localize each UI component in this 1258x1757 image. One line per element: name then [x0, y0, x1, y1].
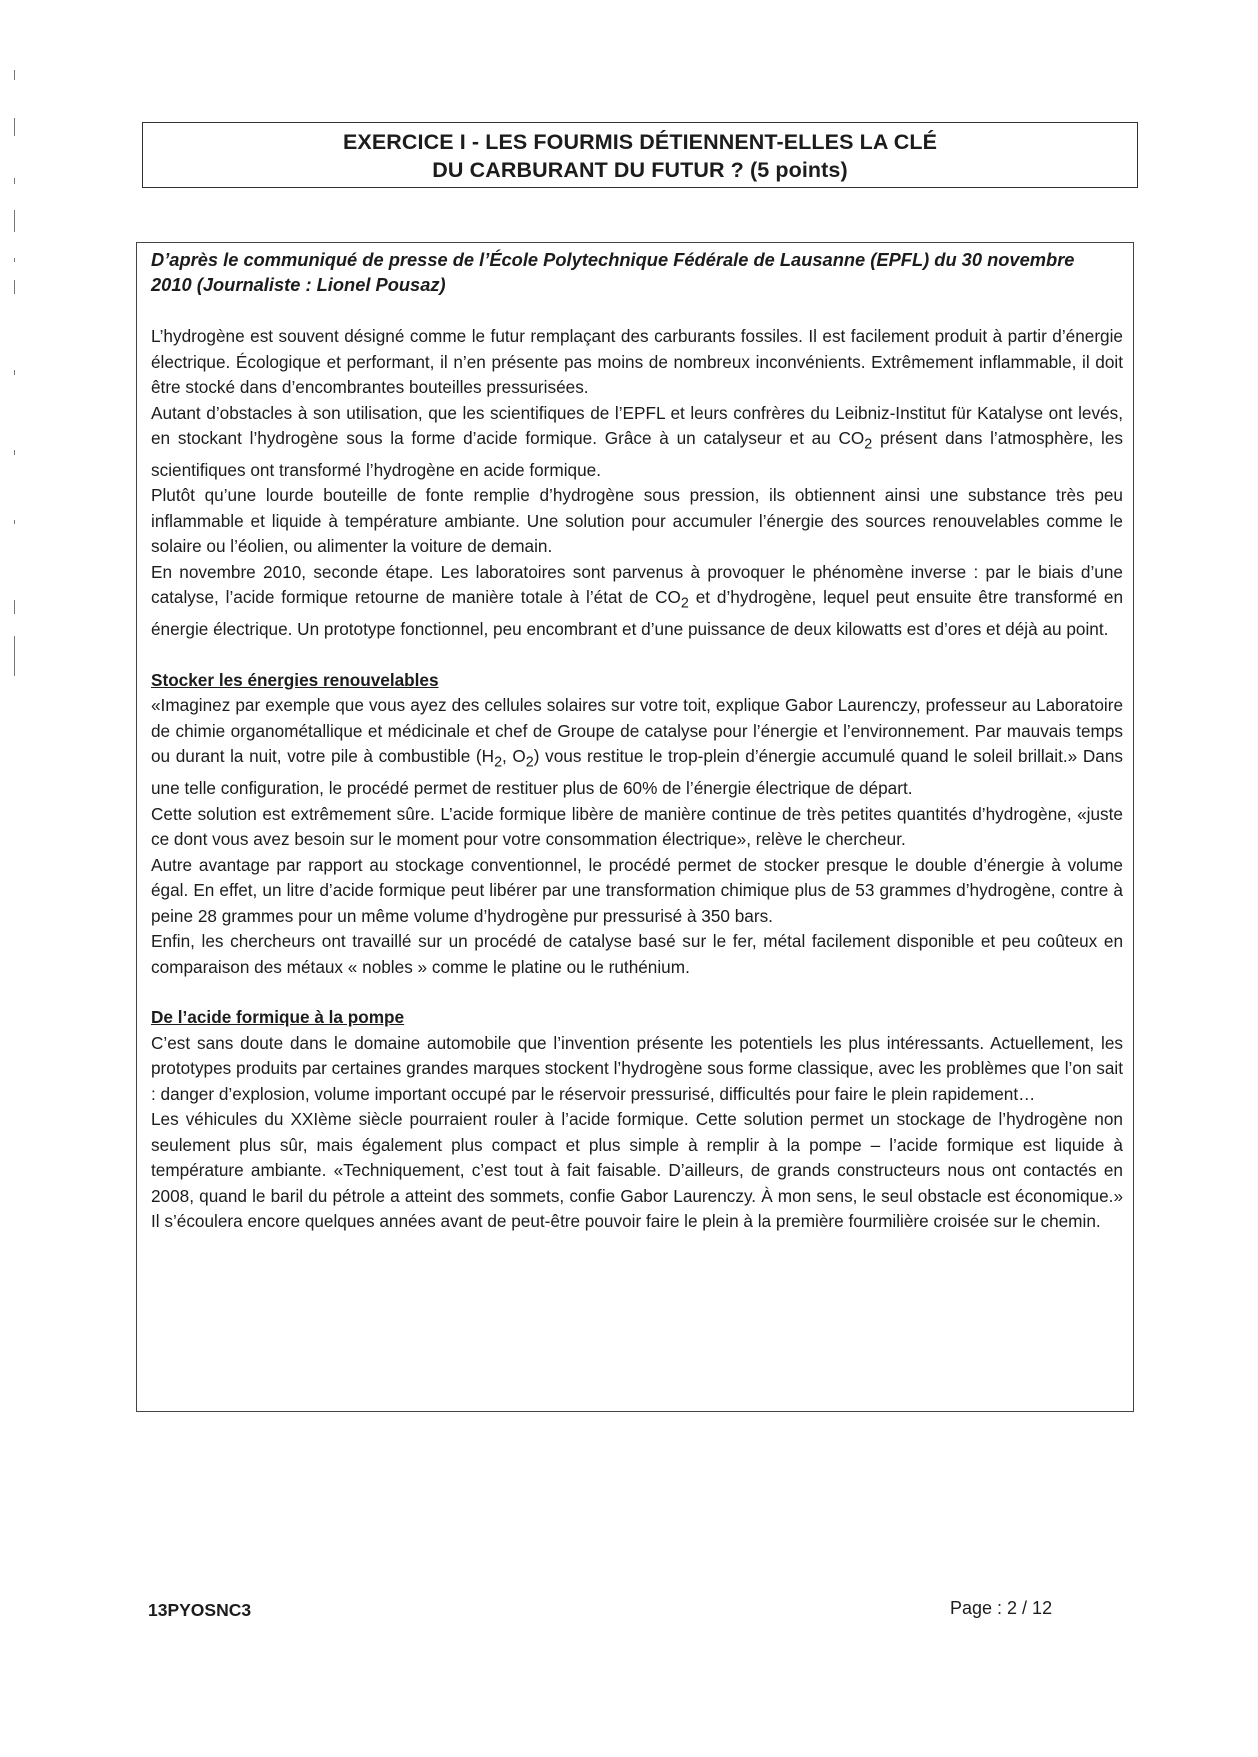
exercise-title-box — [142, 122, 1138, 188]
footer-page-number: Page : 2 / 12 — [950, 1598, 1053, 1618]
text-run: Autant d’obstacles à son utilisation, que les scientifiques de l’EPFL et leurs confrères du Leibniz-Institut für Katalyse ont levés, en stockant l’hydrogène sous la forme d’acide formique. Grâce à un catalyseur et au CO — [151, 402, 1123, 448]
text-run: En novembre 2010, seconde étape. Les laboratoires sont parvenus à provoquer le phénomène inverse : par le biais d’une catalyse, l’acide formique retourne de manière totale à l’état de CO — [151, 561, 1123, 608]
subscript: 2 — [525, 754, 534, 771]
text-run: , O — [502, 746, 526, 767]
text-run: «Imaginez par exemple que vous ayez des cellules solaires sur votre toit, explique Gabor Laurenczy, professeur au Laboratoire de chimie organométallique et médicinale et chef de Groupe de catalyse pour l’énergie et l’environnement. Par mauvais temps ou durant la nuit, votre pile à combustible (H — [151, 695, 1123, 767]
section-title-pompe: De l’acide formique à la pompe — [151, 1007, 405, 1028]
article-paragraph: L’hydrogène est souvent désigné comme le futur remplaçant des carburants fossiles. Il est facilement produit à partir d’énergie électrique. Écologique et performant, il n’en présente pas moins de nombreux inconvénients. Extrêmement inflammable, il doit être stocké dans d’encombrantes bouteilles pressurisées. — [151, 326, 1123, 397]
footer-document-code: 13PYOSNC3 — [148, 1600, 252, 1620]
article-paragraph: Plutôt qu’une lourde bouteille de fonte remplie d’hydrogène sous pression, ils obtiennent ainsi une substance très peu inflammable et liquide à température ambiante. Une solution pour accumuler l’énergie des sources renouvelables comme le solaire ou l’éolien, ou alimenter la voiture de demain. — [151, 485, 1123, 557]
text-run: et d’hydrogène, lequel peut ensuite être transformé en énergie électrique. Un prototype fonctionnel, peu encombrant et d’une puissance de deux kilowatts est d’ores et déjà au point. — [151, 587, 1123, 640]
article-box — [136, 242, 1134, 1412]
section-paragraph: Les véhicules du XXIème siècle pourraient rouler à l’acide formique. Cette solution permet un stockage de l’hydrogène non seulement plus sûr, mais également plus compact et plus simple à remplir à la pompe – l’acide formique est liquide à température ambiante. «Techniquement, c’est tout à fait faisable. D’ailleurs, de grands constructeurs nous ont contactés en 2008, quand le baril du pétrole a atteint des sommets, confie Gabor Laurenczy. À mon sens, le seul obstacle est économique.» Il s’écoulera encore quelques années avant de peut-être pouvoir faire le plein à la première fourmilière croisée sur le chemin. — [151, 1109, 1123, 1232]
exercise-title-line-2: DU CARBURANT DU FUTUR ? (5 points) — [432, 158, 848, 182]
section-paragraph: C’est sans doute dans le domaine automobile que l’invention présente les potentiels les plus intéressants. Actuellement, les prototypes produits par certaines grandes marques stockent l’hydrogène sous forme classique, avec les problèmes que l’on sait : danger d’explosion, volume important occupé par le réservoir pressurisé, difficultés pour faire le plein rapidement… — [151, 1032, 1123, 1104]
section-paragraph: Enfin, les chercheurs ont travaillé sur un procédé de catalyse basé sur le fer, métal facilement disponible et peu coûteux en comparaison des métaux « nobles » comme le platine ou le ruthénium. — [151, 931, 1123, 977]
section-paragraph: Cette solution est extrêmement sûre. L’acide formique libère de manière continue de très petites quantités d’hydrogène, «juste ce dont vous avez besoin sur le moment pour votre consommation électrique», relève le chercheur. — [151, 803, 1123, 850]
scan-margin-marks — [8, 70, 48, 710]
article-source: D’après le communiqué de presse de l’École Polytechnique Fédérale de Lausanne (EPFL) du 30 novembre 2010 (Journaliste : Lionel Pousaz) — [151, 249, 1075, 295]
text-run: présent dans l’atmosphère, les scientifiques ont transformé l’hydrogène en acide formique. — [151, 428, 1123, 480]
article-paragraph — [151, 401, 1123, 484]
subscript: 2 — [494, 754, 503, 771]
text-run: ) vous restitue le trop-plein d’énergie accumulé quand le soleil brillait.» Dans une telle configuration, le procédé permet de restituer plus de 60% de l’énergie électrique de départ. — [151, 746, 1123, 799]
section-paragraph: Autre avantage par rapport au stockage conventionnel, le procédé permet de stocker presque le double d’énergie à volume égal. En effet, un litre d’acide formique peut libérer par une transformation chimique plus de 53 grammes d’hydrogène, contre à peine 28 grammes pour un même volume d’hydrogène pur pressurisé à 350 bars. — [151, 854, 1123, 926]
subscript: 2 — [680, 595, 689, 612]
section-paragraph — [151, 693, 1123, 801]
subscript: 2 — [864, 436, 873, 453]
exercise-title-line-1: EXERCICE I - LES FOURMIS DÉTIENNENT-ELLES LA CLÉ — [342, 130, 938, 154]
article-paragraph — [151, 560, 1123, 643]
section-title-stocker: Stocker les énergies renouvelables — [151, 669, 439, 690]
